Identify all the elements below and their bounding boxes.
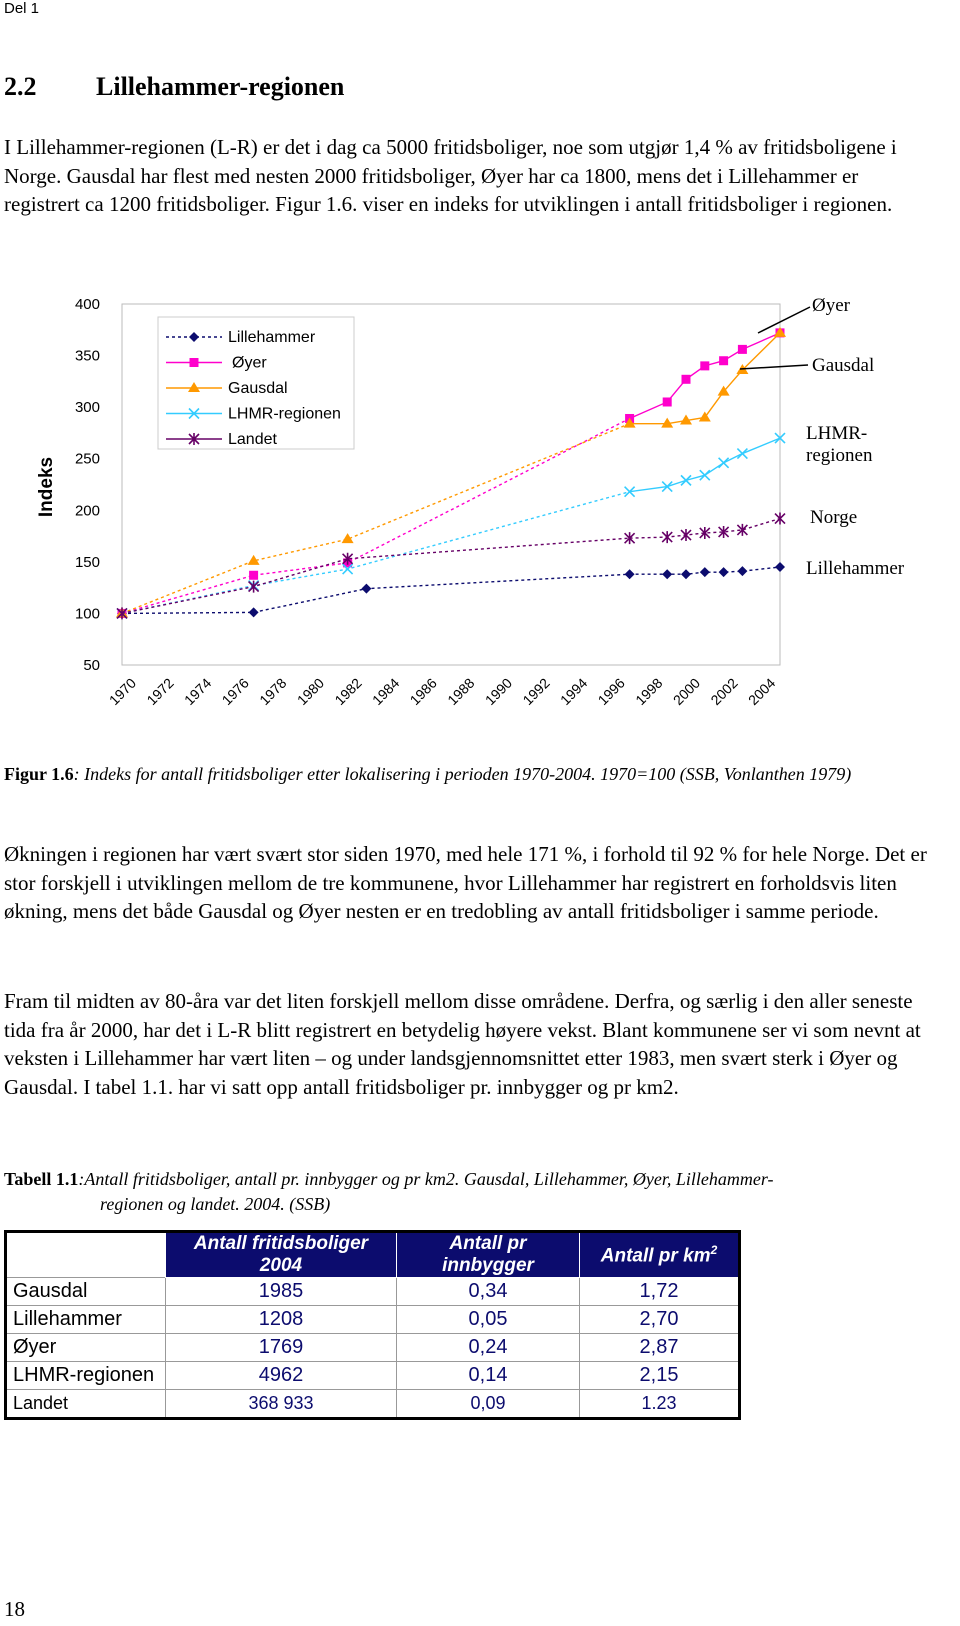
x-tick-label: 1970 xyxy=(105,674,140,709)
table-cell-count: 4962 xyxy=(166,1362,397,1390)
table-caption xyxy=(4,1167,934,1217)
table-header-row xyxy=(6,1232,740,1278)
data-point xyxy=(681,475,691,485)
data-point xyxy=(625,569,635,579)
table-cell-per-capita: 0,14 xyxy=(397,1362,580,1390)
legend-label: Gausdal xyxy=(228,380,288,397)
table-cell-count: 1985 xyxy=(166,1278,397,1306)
data-point xyxy=(700,567,710,577)
x-tick-label: 1988 xyxy=(444,674,478,709)
table-row xyxy=(6,1278,740,1306)
chart-legend xyxy=(158,317,354,449)
x-tick-label: 1980 xyxy=(293,674,328,709)
data-point xyxy=(775,562,785,572)
intro-paragraph: I Lillehammer-regionen (L-R) er det i dag ca 5000 fritidsboliger, noe som utgjør 1,4 % av fritidsboligene i Norge. Gausdal har flest med nesten 2000 fritidsboliger, Øyer har ca 1800, mens det i Lillehammer er registrert ca 1200 fritidsboliger. Figur 1.6. viser en indeks for utviklingen i antall fritidsboliger i regionen. xyxy=(4,135,897,216)
data-point xyxy=(719,458,729,468)
data-point xyxy=(737,566,747,576)
x-tick-label: 1998 xyxy=(632,674,666,709)
x-tick-label: 2002 xyxy=(707,674,741,709)
y-tick-label: 150 xyxy=(74,553,100,571)
table-header-per-km2-sup: 2 xyxy=(710,1242,718,1257)
section-number: 2.2 xyxy=(4,72,37,101)
x-tick-label: 1994 xyxy=(556,674,591,709)
series-line-late xyxy=(630,438,780,492)
table-cell-count: 368 933 xyxy=(166,1390,397,1419)
table-row xyxy=(6,1362,740,1390)
table-row xyxy=(6,1390,740,1419)
table-header-per-capita: Antall pr innbygger xyxy=(397,1232,580,1278)
x-tick-label: 1990 xyxy=(481,674,516,709)
table-cell-count: 1208 xyxy=(166,1306,397,1334)
x-tick-label: 1984 xyxy=(368,674,403,709)
data-point xyxy=(249,571,258,580)
annotation-norge: Norge xyxy=(810,507,858,528)
section-title: Lillehammer-regionen xyxy=(96,72,345,101)
data-point xyxy=(361,584,371,594)
x-tick-label: 2004 xyxy=(744,674,779,709)
figure-caption-text: : Indeks for antall fritidsboliger etter lokalisering i perioden 1970-2004. 1970=100 (SSB, Vonlanthen 1979) xyxy=(73,764,852,784)
annotation-lhmr-line2: regionen xyxy=(806,445,873,466)
legend-marker xyxy=(190,358,199,367)
series-lhmr-regionen xyxy=(117,433,785,618)
y-tick-label: 250 xyxy=(74,450,100,468)
table-header-per-km2-text: Antall pr km xyxy=(600,1245,711,1267)
series-landet xyxy=(117,513,785,620)
data-point xyxy=(737,449,747,459)
section-heading xyxy=(4,72,344,102)
series-line-early xyxy=(122,424,630,614)
data-point xyxy=(662,569,672,579)
series-line-late xyxy=(630,333,780,424)
legend-label: Lillehammer xyxy=(228,329,316,346)
series-line-early xyxy=(122,492,630,614)
table-cell-per-capita: 0,05 xyxy=(397,1306,580,1334)
annotation-line-gausdal xyxy=(740,365,808,369)
table-header-blank xyxy=(6,1232,166,1278)
table-cell-count: 1769 xyxy=(166,1334,397,1362)
index-line-chart xyxy=(0,295,960,755)
table-cell-per-capita: 0,09 xyxy=(397,1390,580,1419)
series-line-late xyxy=(630,333,780,419)
table-header-per-km2 xyxy=(580,1232,740,1278)
table-header-count: Antall fritidsboliger 2004 xyxy=(166,1232,397,1278)
series-line-early xyxy=(122,538,630,613)
data-point xyxy=(775,513,785,525)
data-point xyxy=(719,356,728,365)
data-point xyxy=(249,581,259,593)
y-tick-label: 200 xyxy=(74,502,100,520)
data-point xyxy=(662,531,672,543)
data-point xyxy=(700,470,710,480)
page-header: Del 1 xyxy=(4,0,40,17)
data-point xyxy=(738,345,747,354)
legend-label: Landet xyxy=(228,431,277,448)
legend-label: Øyer xyxy=(232,354,267,372)
table-caption-text-1: :Antall fritidsboliger, antall pr. innbygger og pr km2. Gausdal, Lillehammer, Øyer, Lillehammer- xyxy=(78,1169,774,1189)
y-tick-label: 400 xyxy=(74,296,100,313)
table-cell-per-capita: 0,24 xyxy=(397,1334,580,1362)
table-caption-text-2: regionen og landet. 2004. (SSB) xyxy=(100,1194,331,1214)
table-cell-region: Lillehammer xyxy=(6,1306,166,1334)
x-tick-label: 1972 xyxy=(143,674,177,709)
x-tick-label: 1996 xyxy=(594,674,628,709)
trend-paragraph: Fram til midten av 80-åra var det liten forskjell mellom disse områdene. Derfra, og særlig i den aller seneste tida fra år 2000, har det i L-R blitt registrert en betydelig høyere vekst. Blant kommunene ser vi som nevnt at veksten i Lillehammer har vært liten – og under landsgjennomsnittet etter 1983, men svært sterk i Øyer og Gausdal. I tabel 1.1. har vi satt opp antall fritidsboliger pr. innbygger og pr km2. xyxy=(4,989,921,1099)
annotation-gausdal: Gausdal xyxy=(812,355,875,376)
data-point xyxy=(663,397,672,406)
table-cell-per-km2: 2,87 xyxy=(580,1334,740,1362)
data-point xyxy=(699,411,711,421)
x-tick-label: 1992 xyxy=(519,674,553,709)
table-row xyxy=(6,1306,740,1334)
y-tick-label: 350 xyxy=(74,347,100,365)
table-cell-per-km2: 1.23 xyxy=(580,1390,740,1419)
legend-label: LHMR-regionen xyxy=(228,405,341,423)
table-cell-per-km2: 2,15 xyxy=(580,1362,740,1390)
x-tick-label: 1986 xyxy=(406,674,440,709)
table-cell-region: Gausdal xyxy=(6,1278,166,1306)
table-cell-region: LHMR-regionen xyxy=(6,1362,166,1390)
x-tick-label: 1974 xyxy=(180,674,215,709)
chart-annotations xyxy=(740,295,905,579)
data-point xyxy=(682,375,691,384)
page-number: 18 xyxy=(4,1597,25,1621)
figure-caption xyxy=(4,762,934,787)
series-lillehammer xyxy=(117,562,785,618)
data-point xyxy=(249,607,259,617)
y-tick-label: 50 xyxy=(83,657,100,674)
x-tick-label: 1978 xyxy=(256,674,290,709)
table-cell-per-km2: 1,72 xyxy=(580,1278,740,1306)
figure-caption-label: Figur 1.6 xyxy=(4,764,74,784)
x-tick-label: 2000 xyxy=(669,674,704,709)
y-tick-label: 300 xyxy=(74,399,100,417)
data-point xyxy=(700,361,709,370)
annotation-lillehammer: Lillehammer xyxy=(806,558,905,579)
table-cell-per-km2: 2,70 xyxy=(580,1306,740,1334)
x-axis xyxy=(106,675,779,708)
annotation-lhmr-line1: LHMR- xyxy=(806,423,868,444)
series-line-early xyxy=(122,574,630,613)
data-point xyxy=(681,569,691,579)
table-cell-region: Landet xyxy=(6,1390,166,1419)
holiday-homes-table xyxy=(4,1230,741,1420)
table-cell-region: Øyer xyxy=(6,1334,166,1362)
y-axis-label: Indeks xyxy=(36,456,57,518)
x-tick-label: 1982 xyxy=(331,674,365,709)
data-point xyxy=(719,567,729,577)
table-caption-label: Tabell 1.1 xyxy=(4,1169,79,1189)
annotation-oyer: Øyer xyxy=(812,295,850,316)
growth-paragraph: Økningen i regionen har vært svært stor siden 1970, med hele 171 %, i forhold til 92 % for hele Norge. Det er stor forskjell i utviklingen mellom de tre kommunene, hvor Lillehammer har registrert en forholdsvis liten økning, mens det både Gausdal og Øyer nesten er en tredobling av antall fritidsboliger i samme periode. xyxy=(4,842,927,923)
table-row xyxy=(6,1334,740,1362)
y-tick-label: 100 xyxy=(74,605,100,623)
x-tick-label: 1976 xyxy=(218,674,252,709)
table-cell-per-capita: 0,34 xyxy=(397,1278,580,1306)
